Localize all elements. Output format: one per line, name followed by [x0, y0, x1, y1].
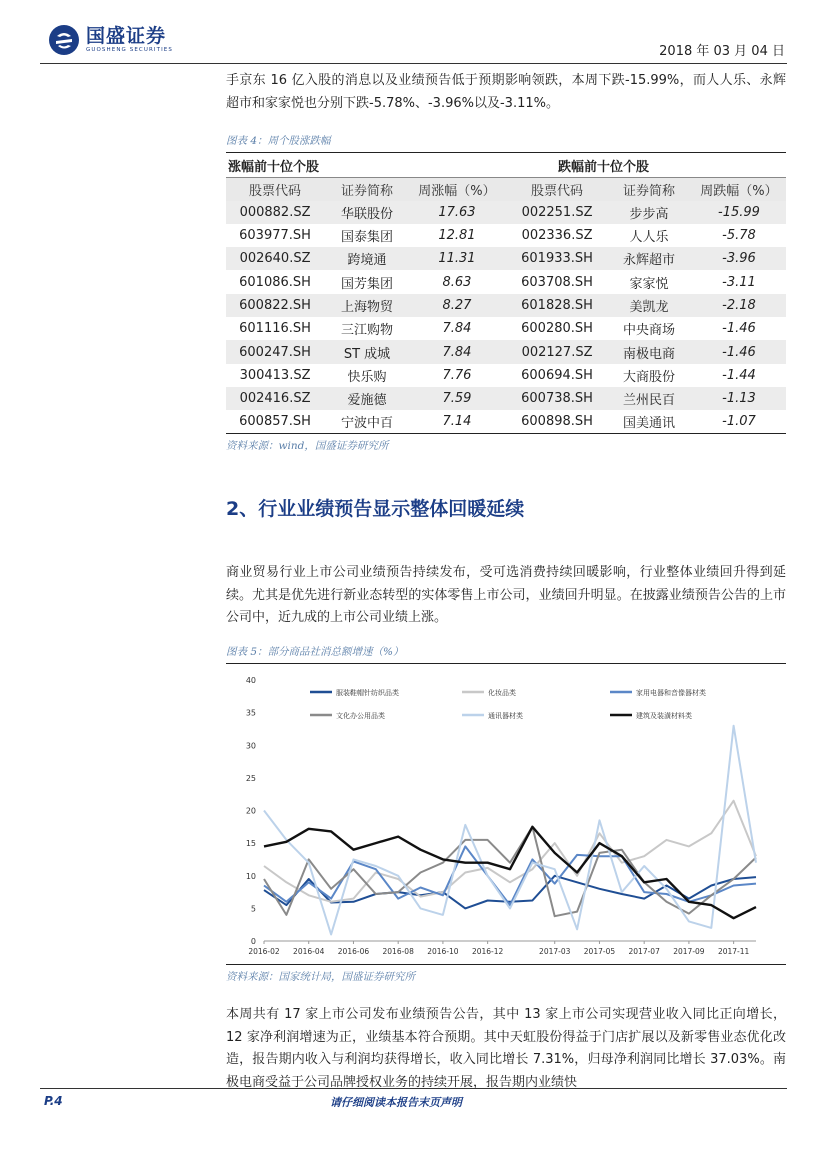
stock-code: 600822.SH	[226, 294, 324, 317]
x-tick-label: 2016-04	[293, 947, 325, 956]
x-tick-label: 2017-07	[628, 947, 660, 956]
stock-code: 000882.SZ	[226, 201, 324, 224]
weekly-change: 7.14	[410, 410, 504, 433]
table-row	[226, 247, 786, 270]
legend-label: 家用电器和音像器材类	[636, 689, 706, 697]
logo-chinese-name: 国盛证券	[86, 25, 167, 47]
legend-label: 通讯器材类	[488, 712, 523, 720]
weekly-change: 12.81	[410, 224, 504, 247]
x-tick-label: 2017-11	[717, 947, 750, 956]
x-tick-label: 2016-06	[337, 947, 370, 956]
stock-code: 002127.SZ	[508, 340, 606, 363]
stock-code: 002640.SZ	[226, 247, 324, 270]
page-header	[40, 18, 787, 64]
gainers-title: 涨幅前十位个股	[226, 154, 504, 177]
weekly-change: 8.63	[410, 270, 504, 293]
stock-name: 快乐购	[324, 364, 410, 387]
weekly-change: -1.44	[692, 364, 786, 387]
col-header: 股票代码	[508, 177, 606, 200]
stock-name: 中央商场	[606, 317, 692, 340]
section-title: 2、行业业绩预告显示整体回暖延续	[226, 498, 525, 520]
stock-code: 600898.SH	[508, 410, 606, 433]
stock-code: 601828.SH	[508, 294, 606, 317]
weekly-change: -3.11	[692, 270, 786, 293]
stock-code: 601086.SH	[226, 270, 324, 293]
stock-name: 跨境通	[324, 247, 410, 270]
stock-code: 603708.SH	[508, 270, 606, 293]
x-tick-label: 2016-08	[382, 947, 414, 956]
stock-name: 爱施德	[324, 387, 410, 410]
stock-name: 上海物贸	[324, 294, 410, 317]
weekly-change: 7.84	[410, 340, 504, 363]
table-row	[226, 294, 786, 317]
stock-name: 宁波中百	[324, 410, 410, 433]
col-header: 证券简称	[324, 177, 410, 200]
body-paragraph: 本周共有 17 家上市公司发布业绩预告公告，其中 13 家上市公司实现营业收入同比正向增长，12 家净利润增速为正，业绩基本符合预期。其中天虹股份得益于门店扩展以及新零售业态优化改造，报告期内收入与利润均获得增长，收入同比增长 7.31%，归母净利润同比增长 37.03%。南极电商受益于公司品牌授权业务的持续开展，报告期内业绩快	[226, 1007, 786, 1090]
stock-code: 600857.SH	[226, 410, 324, 433]
stock-code: 002416.SZ	[226, 387, 324, 410]
weekly-change: -1.13	[692, 387, 786, 410]
stock-name: 三江购物	[324, 317, 410, 340]
stock-name: 步步高	[606, 201, 692, 224]
x-tick-label: 2016-10	[427, 947, 459, 956]
stock-name: 国泰集团	[324, 224, 410, 247]
stock-name: 人人乐	[606, 224, 692, 247]
footer-rule	[40, 1088, 787, 1089]
stock-code: 603977.SH	[226, 224, 324, 247]
report-date: 2018 年 03 月 04 日	[659, 44, 785, 59]
table-row	[226, 317, 786, 340]
company-logo	[48, 22, 173, 58]
stock-name: 兰州民百	[606, 387, 692, 410]
legend-label: 建筑及装潢材料类	[636, 712, 692, 720]
stock-code: 601116.SH	[226, 317, 324, 340]
table-row	[226, 387, 786, 410]
weekly-change: 7.76	[410, 364, 504, 387]
table-row	[226, 201, 786, 224]
table-top-rule	[226, 152, 786, 153]
retail-sales-growth-line-chart	[226, 668, 786, 958]
weekly-change: -1.46	[692, 340, 786, 363]
weekly-change: 8.27	[410, 294, 504, 317]
table-column-header	[226, 177, 786, 200]
col-header: 周跌幅（%）	[692, 177, 786, 200]
stock-code: 002251.SZ	[508, 201, 606, 224]
table-group-header	[226, 154, 786, 177]
weekly-change: -2.18	[692, 294, 786, 317]
table-row	[226, 224, 786, 247]
weekly-change: 11.31	[410, 247, 504, 270]
legend-label: 化妆品类	[488, 689, 516, 697]
table-row	[226, 410, 786, 433]
stock-code: 601933.SH	[508, 247, 606, 270]
stock-name: 大商股份	[606, 364, 692, 387]
intro-paragraph: 手京东 16 亿入股的消息以及业绩预告低于预期影响领跌，本周下跌-15.99%，而人人乐、永辉超市和家家悦也分别下跌-5.78%、-3.96%以及-3.11%。	[226, 73, 786, 111]
stock-code: 002336.SZ	[508, 224, 606, 247]
guosheng-logo-icon	[48, 24, 80, 56]
chart-caption: 图表 5：部分商品社消总额增速（%）	[226, 646, 404, 658]
y-tick-label: 30	[245, 741, 256, 751]
y-tick-label: 20	[245, 806, 256, 816]
x-tick-label: 2016-12	[471, 947, 504, 956]
y-tick-label: 35	[245, 708, 256, 718]
weekly-change: -1.46	[692, 317, 786, 340]
chart-source: 资料来源：国家统计局，国盛证券研究所	[226, 971, 415, 983]
x-tick-label: 2017-03	[539, 947, 571, 956]
y-tick-label: 40	[245, 676, 256, 685]
stock-name: 华联股份	[324, 201, 410, 224]
stock-name: 永辉超市	[606, 247, 692, 270]
weekly-change: 7.84	[410, 317, 504, 340]
legend-label: 文化办公用品类	[336, 712, 385, 720]
chart-bottom-rule	[226, 964, 786, 965]
table-row	[226, 270, 786, 293]
weekly-change: 7.59	[410, 387, 504, 410]
weekly-change: -5.78	[692, 224, 786, 247]
stock-code: 300413.SZ	[226, 364, 324, 387]
section-paragraph: 商业贸易行业上市公司业绩预告持续发布，受可选消费持续回暖影响，行业整体业绩回升得到延续。尤其是优先进行新业态转型的实体零售上市公司，业绩回升明显。在披露业绩预告公告的上市公司中，近九成的上市公司业绩上涨。	[226, 565, 786, 625]
stock-performance-table	[226, 154, 786, 434]
stock-name: 家家悦	[606, 270, 692, 293]
col-header: 证券简称	[606, 177, 692, 200]
page-number: P.4	[44, 1094, 63, 1108]
legend-label: 服装鞋帽针纺织品类	[336, 689, 399, 697]
stock-name: 国美通讯	[606, 410, 692, 433]
y-tick-label: 0	[250, 937, 256, 946]
chart-top-rule	[226, 663, 786, 664]
losers-title: 跌幅前十位个股	[508, 154, 786, 177]
stock-name: 南极电商	[606, 340, 692, 363]
y-tick-label: 15	[245, 839, 256, 849]
stock-code: 600694.SH	[508, 364, 606, 387]
weekly-change: 17.63	[410, 201, 504, 224]
x-tick-label: 2016-02	[248, 947, 280, 956]
x-tick-label: 2017-09	[673, 947, 705, 956]
table-caption: 图表 4：周个股涨跌幅	[226, 135, 331, 147]
table-row	[226, 340, 786, 363]
col-header: 股票代码	[226, 177, 324, 200]
stock-code: 600738.SH	[508, 387, 606, 410]
weekly-change: -15.99	[692, 201, 786, 224]
stock-code: 600280.SH	[508, 317, 606, 340]
stock-code: 600247.SH	[226, 340, 324, 363]
y-tick-label: 5	[250, 904, 256, 914]
logo-english-name: GUOSHENG SECURITIES	[86, 47, 173, 53]
weekly-change: -1.07	[692, 410, 786, 433]
table-row	[226, 364, 786, 387]
stock-name: 国芳集团	[324, 270, 410, 293]
table-source: 资料来源：wind，国盛证券研究所	[226, 440, 389, 452]
stock-name: ST 成城	[324, 340, 410, 363]
y-tick-label: 10	[245, 871, 256, 881]
footer-disclaimer: 请仔细阅读本报告末页声明	[330, 1096, 462, 1109]
x-tick-label: 2017-05	[583, 947, 616, 956]
stock-name: 美凯龙	[606, 294, 692, 317]
y-tick-label: 25	[245, 773, 256, 783]
weekly-change: -3.96	[692, 247, 786, 270]
col-header: 周涨幅（%）	[410, 177, 504, 200]
